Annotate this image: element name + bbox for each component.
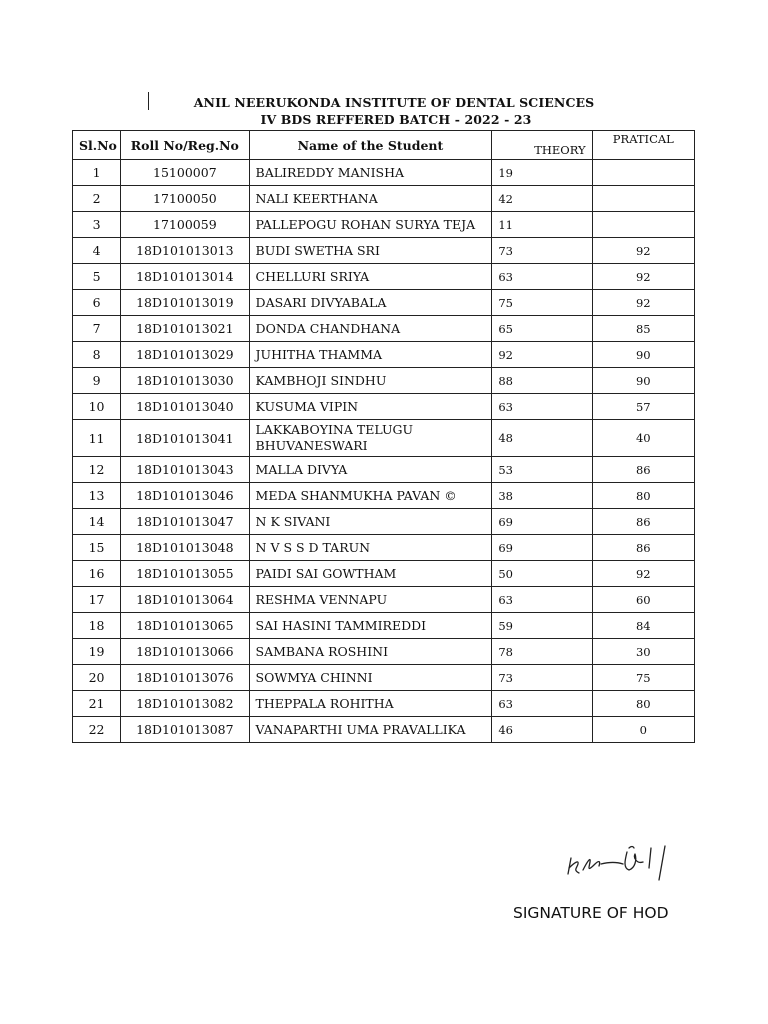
- cell-sl-no: 14: [73, 509, 121, 535]
- cell-practical-marks: [592, 160, 694, 186]
- cell-student-name: VANAPARTHI UMA PRAVALLIKA: [249, 717, 492, 743]
- cell-theory-marks: 73: [492, 665, 592, 691]
- table-row: [73, 509, 695, 535]
- cell-theory-marks: 11: [492, 212, 592, 238]
- cell-sl-no: 1: [73, 160, 121, 186]
- cell-theory-marks: 50: [492, 561, 592, 587]
- cell-roll-no: 18D101013041: [121, 420, 249, 457]
- cell-theory-marks: 69: [492, 535, 592, 561]
- cell-roll-no: 18D101013065: [121, 613, 249, 639]
- column-header-theory: THEORY: [492, 131, 592, 160]
- cell-student-name: MEDA SHANMUKHA PAVAN ©: [249, 483, 492, 509]
- cell-student-name: DONDA CHANDHANA: [249, 316, 492, 342]
- cell-theory-marks: 75: [492, 290, 592, 316]
- cell-sl-no: 10: [73, 394, 121, 420]
- cell-theory-marks: 38: [492, 483, 592, 509]
- cell-student-name: N V S S D TARUN: [249, 535, 492, 561]
- table-row: [73, 212, 695, 238]
- table-row: [73, 457, 695, 483]
- cell-theory-marks: 65: [492, 316, 592, 342]
- cell-practical-marks: 80: [592, 691, 694, 717]
- cell-sl-no: 18: [73, 613, 121, 639]
- cell-student-name: THEPPALA ROHITHA: [249, 691, 492, 717]
- cell-roll-no: 18D101013043: [121, 457, 249, 483]
- cell-practical-marks: [592, 186, 694, 212]
- cell-theory-marks: 63: [492, 394, 592, 420]
- cell-student-name: N K SIVANI: [249, 509, 492, 535]
- cell-sl-no: 4: [73, 238, 121, 264]
- cell-practical-marks: 90: [592, 368, 694, 394]
- cell-practical-marks: 92: [592, 264, 694, 290]
- cell-roll-no: 18D101013048: [121, 535, 249, 561]
- cell-theory-marks: 63: [492, 587, 592, 613]
- cell-sl-no: 19: [73, 639, 121, 665]
- table-row: [73, 587, 695, 613]
- cell-roll-no: 18D101013087: [121, 717, 249, 743]
- results-table: [72, 130, 695, 743]
- batch-title: IV BDS REFFERED BATCH - 2022 - 23: [260, 112, 532, 127]
- results-body: [73, 160, 695, 743]
- cell-sl-no: 3: [73, 212, 121, 238]
- column-header-roll: Roll No/Reg.No: [121, 131, 249, 160]
- table-row: [73, 160, 695, 186]
- cell-roll-no: 18D101013066: [121, 639, 249, 665]
- table-row: [73, 561, 695, 587]
- cell-sl-no: 7: [73, 316, 121, 342]
- cell-practical-marks: 86: [592, 509, 694, 535]
- cell-roll-no: 18D101013013: [121, 238, 249, 264]
- table-row: [73, 691, 695, 717]
- cell-student-name: KAMBHOJI SINDHU: [249, 368, 492, 394]
- cell-roll-no: 18D101013019: [121, 290, 249, 316]
- cell-student-name: BALIREDDY MANISHA: [249, 160, 492, 186]
- cell-practical-marks: 86: [592, 535, 694, 561]
- cell-sl-no: 21: [73, 691, 121, 717]
- cell-roll-no: 18D101013021: [121, 316, 249, 342]
- cell-student-name: BUDI SWETHA SRI: [249, 238, 492, 264]
- cell-roll-no: 18D101013082: [121, 691, 249, 717]
- cell-roll-no: 18D101013040: [121, 394, 249, 420]
- cell-roll-no: 18D101013030: [121, 368, 249, 394]
- cell-roll-no: 18D101013029: [121, 342, 249, 368]
- cell-theory-marks: 88: [492, 368, 592, 394]
- cell-sl-no: 13: [73, 483, 121, 509]
- cell-roll-no: 18D101013076: [121, 665, 249, 691]
- table-row: [73, 639, 695, 665]
- cell-theory-marks: 59: [492, 613, 592, 639]
- table-row: [73, 264, 695, 290]
- column-header-practical: PRATICAL: [592, 131, 694, 160]
- cell-roll-no: 18D101013047: [121, 509, 249, 535]
- cell-student-name: RESHMA VENNAPU: [249, 587, 492, 613]
- cell-practical-marks: 84: [592, 613, 694, 639]
- table-row: [73, 342, 695, 368]
- table-header-row: [73, 131, 695, 160]
- cell-student-name: NALI KEERTHANA: [249, 186, 492, 212]
- cell-theory-marks: 73: [492, 238, 592, 264]
- table-row: [73, 717, 695, 743]
- cell-student-name: KUSUMA VIPIN: [249, 394, 492, 420]
- cell-student-name: SAMBANA ROSHINI: [249, 639, 492, 665]
- cell-practical-marks: 75: [592, 665, 694, 691]
- cell-practical-marks: 57: [592, 394, 694, 420]
- signature-label: SIGNATURE OF HOD: [513, 904, 669, 922]
- cell-practical-marks: 92: [592, 561, 694, 587]
- column-header-sl: Sl.No: [73, 131, 121, 160]
- cell-practical-marks: 30: [592, 639, 694, 665]
- cell-theory-marks: 78: [492, 639, 592, 665]
- cell-sl-no: 16: [73, 561, 121, 587]
- table-row: [73, 394, 695, 420]
- cell-practical-marks: 60: [592, 587, 694, 613]
- cell-sl-no: 8: [73, 342, 121, 368]
- cell-sl-no: 6: [73, 290, 121, 316]
- cell-practical-marks: 92: [592, 290, 694, 316]
- cell-practical-marks: 86: [592, 457, 694, 483]
- cell-theory-marks: 63: [492, 691, 592, 717]
- cell-roll-no: 15100007: [121, 160, 249, 186]
- column-header-name: Name of the Student: [249, 131, 492, 160]
- cell-theory-marks: 92: [492, 342, 592, 368]
- table-row: [73, 535, 695, 561]
- cell-roll-no: 18D101013046: [121, 483, 249, 509]
- cell-roll-no: 18D101013064: [121, 587, 249, 613]
- cell-student-name: PALLEPOGU ROHAN SURYA TEJA: [249, 212, 492, 238]
- cell-sl-no: 12: [73, 457, 121, 483]
- cell-roll-no: 18D101013055: [121, 561, 249, 587]
- cell-theory-marks: 53: [492, 457, 592, 483]
- cell-theory-marks: 63: [492, 264, 592, 290]
- cell-practical-marks: 85: [592, 316, 694, 342]
- table-row: [73, 290, 695, 316]
- cell-sl-no: 22: [73, 717, 121, 743]
- cell-student-name: SAI HASINI TAMMIREDDI: [249, 613, 492, 639]
- institute-title: ANIL NEERUKONDA INSTITUTE OF DENTAL SCIENCES: [193, 95, 595, 110]
- table-row: [73, 186, 695, 212]
- cell-sl-no: 11: [73, 420, 121, 457]
- cell-theory-marks: 19: [492, 160, 592, 186]
- cell-student-name: PAIDI SAI GOWTHAM: [249, 561, 492, 587]
- cell-roll-no: 17100050: [121, 186, 249, 212]
- cell-theory-marks: 42: [492, 186, 592, 212]
- table-row: [73, 483, 695, 509]
- cell-sl-no: 17: [73, 587, 121, 613]
- cell-student-name: SOWMYA CHINNI: [249, 665, 492, 691]
- cell-practical-marks: 92: [592, 238, 694, 264]
- cell-student-name: LAKKABOYINA TELUGU BHUVANESWARI: [249, 420, 492, 457]
- cell-student-name: DASARI DIVYABALA: [249, 290, 492, 316]
- cell-theory-marks: 48: [492, 420, 592, 457]
- cell-practical-marks: 40: [592, 420, 694, 457]
- cell-practical-marks: 90: [592, 342, 694, 368]
- table-row: [73, 316, 695, 342]
- table-row: [73, 238, 695, 264]
- table-row: [73, 613, 695, 639]
- cell-sl-no: 9: [73, 368, 121, 394]
- cell-roll-no: 17100059: [121, 212, 249, 238]
- table-row: [73, 368, 695, 394]
- cell-sl-no: 5: [73, 264, 121, 290]
- cell-sl-no: 20: [73, 665, 121, 691]
- table-row: [73, 420, 695, 457]
- cell-practical-marks: [592, 212, 694, 238]
- hod-signature-icon: [565, 840, 677, 882]
- cell-sl-no: 2: [73, 186, 121, 212]
- cell-practical-marks: 80: [592, 483, 694, 509]
- cell-theory-marks: 46: [492, 717, 592, 743]
- cell-student-name: JUHITHA THAMMA: [249, 342, 492, 368]
- cell-sl-no: 15: [73, 535, 121, 561]
- cell-roll-no: 18D101013014: [121, 264, 249, 290]
- cell-theory-marks: 69: [492, 509, 592, 535]
- cell-student-name: CHELLURI SRIYA: [249, 264, 492, 290]
- table-row: [73, 665, 695, 691]
- cell-student-name: MALLA DIVYA: [249, 457, 492, 483]
- cell-practical-marks: 0: [592, 717, 694, 743]
